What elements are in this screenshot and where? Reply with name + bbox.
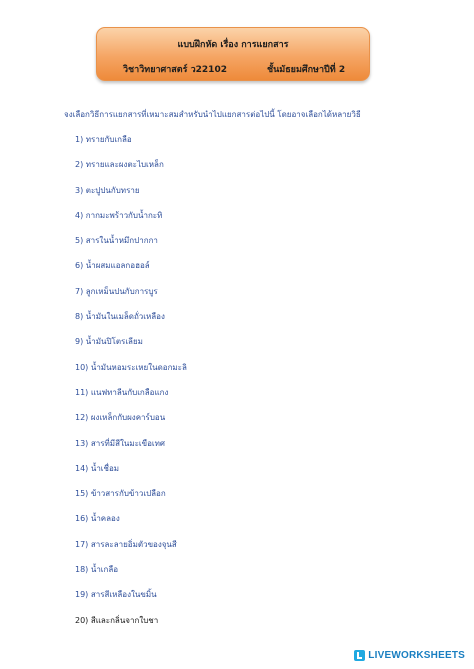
list-item: 17) สารละลายอิ่มตัวของจุนสี: [75, 539, 177, 549]
list-item: 20) สีและกลิ่นจากใบชา: [75, 615, 159, 625]
list-item: 9) น้ำมันปิโตรเลียม: [75, 337, 143, 347]
list-item: 14) น้ำเชื่อม: [75, 463, 120, 473]
list-item: 18) น้ำเกลือ: [75, 565, 119, 575]
list-item: 13) สารที่มีสีในมะเขือเทศ: [75, 438, 165, 448]
list-item: 2) ทรายและผงตะไบเหล็ก: [75, 160, 164, 170]
list-item: 6) น้ำผสมแอลกอฮอล์: [75, 261, 150, 271]
list-item: 7) ลูกเหม็นปนกับการบูร: [75, 286, 158, 296]
header-box: [96, 27, 370, 81]
subject-label: วิชาวิทยาศาสตร์ ว22102: [123, 65, 227, 75]
liveworksheets-icon: [354, 650, 365, 661]
liveworksheets-logo: [354, 648, 465, 662]
instruction-text: จงเลือกวิธีการแยกสารที่เหมาะสมสำหรับนำไปแยกสารต่อไปนี้ โดยอาจเลือกได้หลายวิธี: [64, 110, 361, 119]
list-item: 19) สารสีเหลืองในขมิ้น: [75, 590, 157, 600]
item-list: [75, 132, 405, 638]
list-item: 1) ทรายกับเกลือ: [75, 135, 132, 144]
brand-name: LIVEWORKSHEETS: [368, 649, 465, 661]
grade-label: ชั้นมัธยมศึกษาปีที่ 2: [267, 65, 346, 75]
list-item: 10) น้ำมันหอมระเหยในดอกมะลิ: [75, 362, 187, 372]
worksheet-title: แบบฝึกหัด เรื่อง การแยกสาร: [177, 40, 289, 50]
list-item: 5) สารในน้ำหมึกปากกา: [75, 236, 158, 246]
list-item: 16) น้ำคลอง: [75, 514, 120, 524]
list-item: 4) กากมะพร้าวกับน้ำกะทิ: [75, 210, 163, 220]
list-item: 11) แนฟทาลีนกับเกลือแกง: [75, 387, 169, 397]
list-item: 15) ข้าวสารกับข้าวเปลือก: [75, 489, 166, 499]
list-item: 3) ตะปูปนกับทราย: [75, 185, 140, 195]
list-item: 12) ผงเหล็กกับผงคาร์บอน: [75, 413, 166, 423]
list-item: 8) น้ำมันในเมล็ดถั่วเหลือง: [75, 312, 165, 322]
